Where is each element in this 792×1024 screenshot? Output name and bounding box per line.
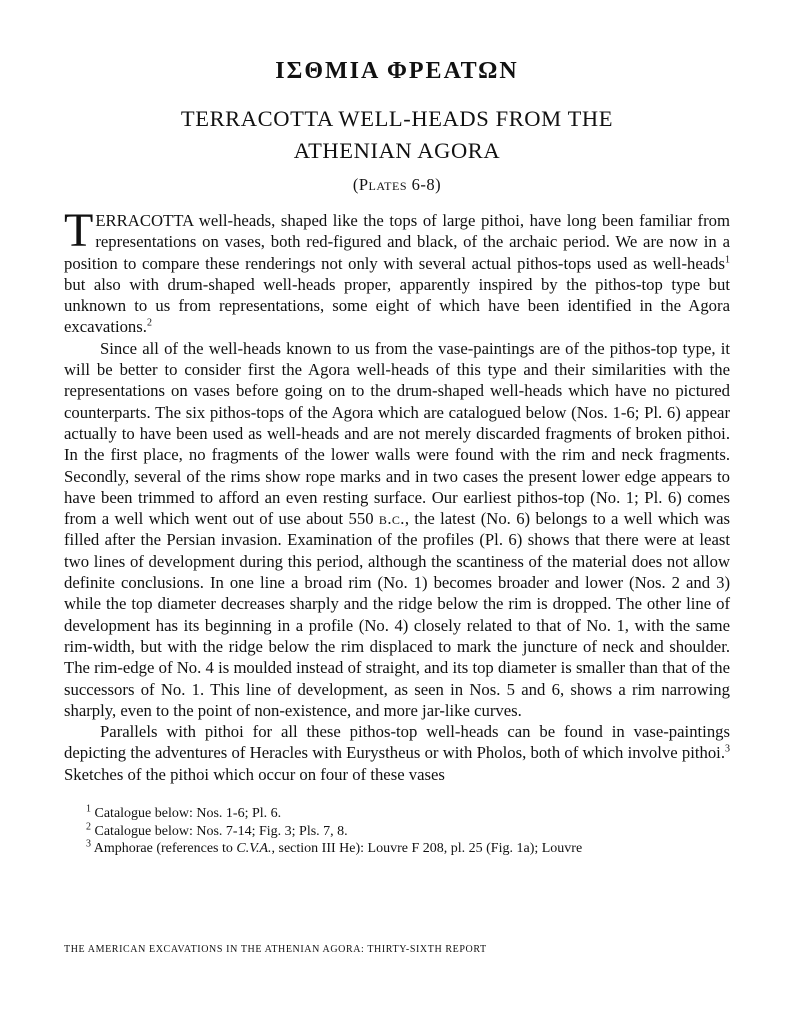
paragraph-2: [64, 338, 730, 721]
footnote-3: [86, 840, 730, 858]
footnote-ref-2[interactable]: 2: [146, 317, 152, 329]
paragraph-1-text-a: well-heads, shaped like the tops of large pithoi, have long been familiar from representations on vases, both red-figured and black, of the archaic period. We are now in a position to compare these renderings not only with several actual pithos-tops used as well-heads: [64, 211, 730, 273]
plates-reference: (Plates 6-8): [352, 175, 442, 194]
paragraph-3: [64, 721, 730, 785]
page-content: [64, 58, 730, 858]
opening-word: ERRACOTTA: [95, 211, 194, 230]
footnote-1: [86, 805, 730, 823]
drop-cap: T: [64, 204, 94, 257]
paragraph-1-text-b: but also with drum-shaped well-heads proper, apparently inspired by the pithos-top type but unknown to us from representations, some eight of which have been identified in the Agora excavations.: [64, 274, 730, 337]
footnotes: [64, 805, 730, 858]
footnote-2-text: Catalogue below: Nos. 7-14; Fig. 3; Pls. 7, 8.: [91, 823, 348, 839]
paragraph-2-text-a: Since all of the well-heads known to us from the vase-paintings are of the pithos-top type, it will be better to consider first the Agora well-heads of this type and their similarities with the representations on vases before going on to the drum-shaped well-heads which have no pictured counterparts. The six pithos-tops of the Agora which are catalogued below (Nos. 1-6; Pl. 6) appear actually to have been used as well-heads and are not merely discarded fragments of broken pithoi. In the first place, no fragments of the lower walls were found with the rim and neck fragments. Secondly, several of the rims show rope marks and in two cases the present lower edge appears to have been trimmed to afford an even resting surface. Our earliest pithos-top (No. 1; Pl. 6) comes from a well which went out of use about 550: [64, 338, 730, 529]
main-title: [64, 103, 730, 167]
footnote-ref-3[interactable]: 3: [725, 743, 730, 755]
footnote-ref-1[interactable]: 1: [725, 254, 730, 266]
bc-abbrev: b.c.: [378, 509, 405, 529]
paragraph-2-text-b: , the latest (No. 6) belongs to a well which was filled after the Persian invasion. Examination of the profiles (Pl. 6) shows that there were at least two lines of development during this period, although the scantiness of the material does not allow definite conclusions. In one line a broad rim (No. 1) becomes broader and lower (Nos. 2 and 3) while the top diameter decreases sharply and the ridge below the rim is dropped. The other line of development has its beginning in a profile (No. 4) closely related to that of No. 1, with the same rim-width, but with the ridge below the rim displaced to mark the juncture of neck and shoulder. The rim-edge of No. 4 is moulded instead of straight, and its top diameter is smaller than that of the successors of No. 1. This line of development, as seen in Nos. 5 and 6, shows a rim narrowing sharply, even to the point of non-existence, and more jar-like curves.: [64, 509, 730, 720]
footnote-1-text: Catalogue below: Nos. 1-6; Pl. 6.: [91, 806, 282, 822]
main-title-line2: ATHENIAN AGORA: [293, 138, 501, 163]
report-footer: THE AMERICAN EXCAVATIONS IN THE ATHENIAN AGORA: THIRTY-SIXTH REPORT: [64, 944, 487, 955]
greek-title: ΙΣΘΜΙΑ ΦΡΕΑΤΩΝ: [275, 58, 519, 84]
footnote-3-text-a: Amphorae (references to: [91, 841, 237, 857]
footnote-2-mark: 2: [86, 820, 91, 832]
paragraph-3-text-b: Sketches of the pithoi which occur on four of these vases: [64, 764, 445, 784]
main-title-line1: TERRACOTTA WELL-HEADS FROM THE: [180, 106, 614, 131]
paragraph-1: [64, 204, 730, 338]
footnote-3-mark: 3: [86, 838, 91, 850]
footnote-1-mark: 1: [86, 803, 91, 815]
article-body: [64, 204, 730, 785]
footnote-2: [86, 820, 730, 841]
paragraph-3-text-a: Parallels with pithoi for all these pithos-top well-heads can be found in vase-paintings depicting the adventures of Heracles with Eurystheus or with Pholos, both of which involve pithoi.: [64, 722, 730, 763]
footnote-3-cva: C.V.A.: [236, 841, 272, 857]
footnote-3-text-b: , section III He): Louvre F 208, pl. 25 (Fig. 1a); Louvre: [271, 841, 583, 857]
